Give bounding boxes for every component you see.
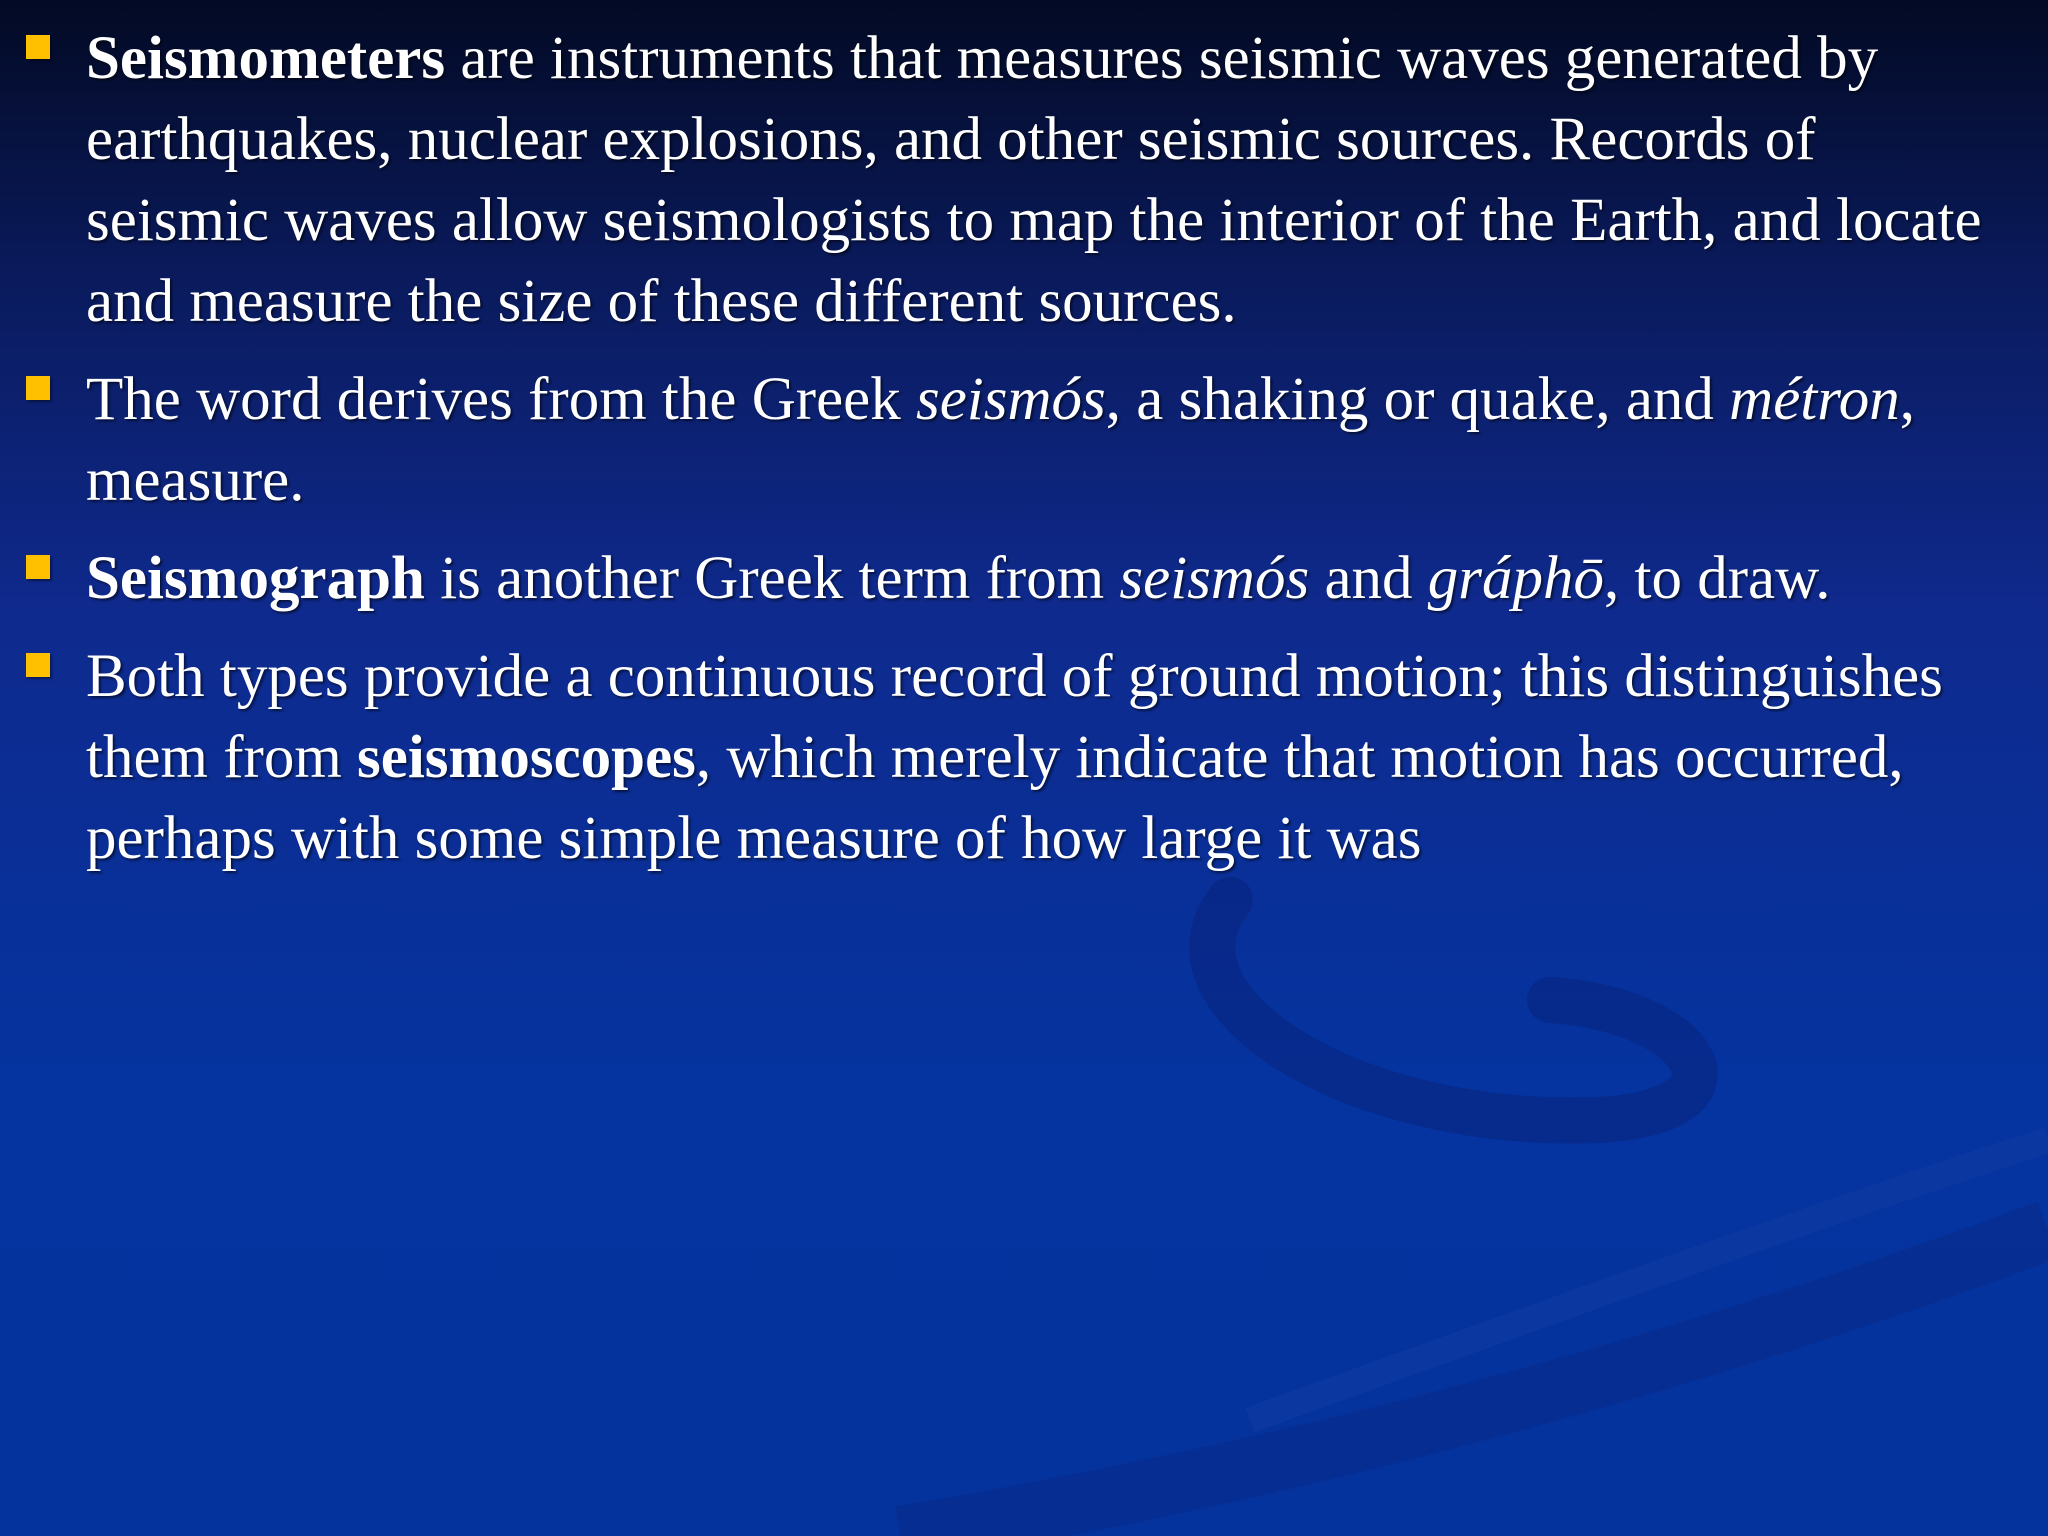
bullet-both-types [0,636,2048,879]
greek-term-seismos: seismós [1119,545,1310,612]
bullet-square-icon [26,653,50,677]
term-seismometers: Seismometers [86,25,446,92]
bullet-word-origin [0,359,2048,521]
term-seismoscopes: seismoscopes [357,724,696,791]
bullet-text: are instruments that measures seismic waves generated by earthquakes, nuclear explosions, and other seismic sources. Records of seismic waves allow seismologists to map the interior of the Earth, and locate and measure the size of these different sources. [86,25,1982,335]
bullet-text: , which merely indicate that motion has occurred, perhaps with some simple measure of how large it was [86,724,1904,872]
bullet-text: , a shaking or quake, and [1105,366,1730,433]
bullet-text: Both types provide a continuous record of ground motion; this distinguishes them from [86,643,1943,791]
bullet-square-icon [26,376,50,400]
bullet-seismometers [0,18,2048,342]
bullet-list [0,18,2048,896]
greek-term-seismos: seismós [915,366,1106,433]
bullet-text: , to draw. [1604,545,1831,612]
bullet-text: is another Greek term from [424,545,1120,612]
bullet-text: and [1309,545,1428,612]
greek-term-metron: métron [1729,366,1900,433]
bullet-square-icon [26,555,50,579]
term-seismograph: Seismograph [86,545,425,612]
bullet-square-icon [26,35,50,59]
bullet-text: , measure. [86,366,1915,514]
bullet-seismograph [0,538,2048,619]
bullet-text: The word derives from the Greek [86,366,916,433]
greek-term-grapho: gráphō [1427,545,1605,612]
